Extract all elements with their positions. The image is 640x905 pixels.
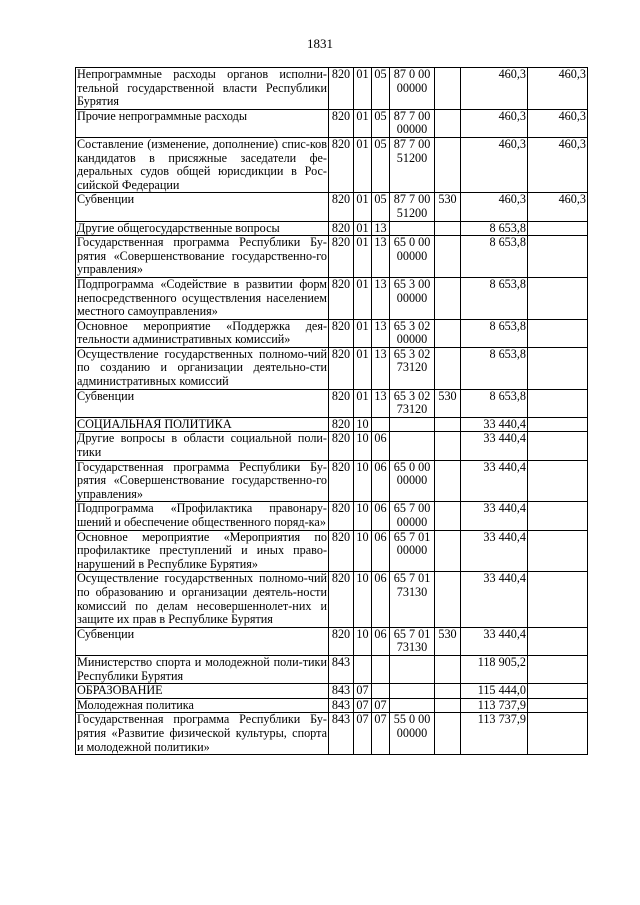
table-row	[76, 417, 588, 432]
row-name: Подпрограмма «Профилактика правонару-шений и обеспечение общественного поряд-ка»	[77, 501, 327, 529]
subsection-code: 07	[372, 713, 390, 755]
target-article-code	[390, 698, 435, 713]
grbs-code: 820	[329, 277, 354, 319]
expense-type-code	[435, 347, 461, 389]
target-article-code: 65 3 02 73120	[390, 347, 435, 389]
row-name: Основное мероприятие «Поддержка дея-тельности административных комиссий»	[77, 319, 327, 347]
grbs-code: 820	[329, 193, 354, 221]
expense-type-code	[435, 572, 461, 627]
row-name: Другие общегосударственные вопросы	[76, 221, 329, 236]
amount-year-1: 118 905,2	[461, 655, 528, 683]
expense-type-code	[435, 713, 461, 755]
section-code	[354, 655, 372, 683]
subsection-code: 13	[372, 319, 390, 347]
amount-year-1: 8 653,8	[461, 347, 528, 389]
amount-year-1: 460,3	[461, 137, 528, 192]
amount-year-1: 115 444,0	[461, 684, 528, 699]
amount-year-2	[528, 684, 588, 699]
target-article-code: 65 3 02 00000	[390, 319, 435, 347]
expense-type-code	[435, 137, 461, 192]
amount-year-2	[528, 389, 588, 417]
section-code: 01	[354, 277, 372, 319]
subsection-code: 05	[372, 68, 390, 110]
subsection-code: 13	[372, 236, 390, 278]
target-article-code	[390, 655, 435, 683]
amount-year-1: 33 440,4	[461, 502, 528, 530]
amount-year-1: 33 440,4	[461, 530, 528, 572]
amount-year-2	[528, 432, 588, 460]
table-row	[76, 277, 588, 319]
section-code: 01	[354, 236, 372, 278]
expense-type-code	[435, 319, 461, 347]
table-row	[76, 684, 588, 699]
row-name: ОБРАЗОВАНИЕ	[76, 684, 329, 699]
amount-year-2	[528, 319, 588, 347]
table-row	[76, 319, 588, 347]
table-row	[76, 236, 588, 278]
budget-table	[75, 67, 588, 755]
amount-year-2	[528, 221, 588, 236]
amount-year-1: 8 653,8	[461, 277, 528, 319]
amount-year-1: 8 653,8	[461, 236, 528, 278]
amount-year-1: 33 440,4	[461, 627, 528, 655]
row-name: Подпрограмма «Содействие в развитии форм непосредственного осуществления населением местного самоуправления»	[77, 277, 327, 319]
target-article-code: 65 0 00 00000	[390, 460, 435, 502]
table-row	[76, 627, 588, 655]
row-name: Государственная программа Республики Бу-рятия «Совершенствование государственно-го управления»	[77, 235, 327, 277]
table-row	[76, 572, 588, 627]
subsection-code: 06	[372, 432, 390, 460]
subsection-code: 07	[372, 698, 390, 713]
amount-year-2	[528, 460, 588, 502]
target-article-code	[390, 432, 435, 460]
grbs-code: 820	[329, 109, 354, 137]
amount-year-1: 460,3	[461, 68, 528, 110]
amount-year-2	[528, 502, 588, 530]
subsection-code: 06	[372, 627, 390, 655]
section-code: 10	[354, 530, 372, 572]
grbs-code: 820	[329, 417, 354, 432]
target-article-code: 87 0 00 00000	[390, 68, 435, 110]
subsection-code	[372, 684, 390, 699]
target-article-code: 65 7 00 00000	[390, 502, 435, 530]
section-code: 07	[354, 698, 372, 713]
section-code: 10	[354, 572, 372, 627]
subsection-code: 05	[372, 137, 390, 192]
table-row	[76, 389, 588, 417]
table-row	[76, 698, 588, 713]
row-name: Субвенции	[76, 389, 329, 417]
table-row	[76, 221, 588, 236]
amount-year-2	[528, 277, 588, 319]
amount-year-1: 33 440,4	[461, 460, 528, 502]
row-name: Субвенции	[76, 627, 329, 655]
section-code: 01	[354, 68, 372, 110]
amount-year-1: 33 440,4	[461, 432, 528, 460]
amount-year-2: 460,3	[528, 137, 588, 192]
section-code: 10	[354, 502, 372, 530]
subsection-code: 13	[372, 277, 390, 319]
expense-type-code	[435, 68, 461, 110]
target-article-code: 65 0 00 00000	[390, 236, 435, 278]
grbs-code: 843	[329, 655, 354, 683]
grbs-code: 820	[329, 572, 354, 627]
subsection-code: 13	[372, 389, 390, 417]
section-code: 01	[354, 137, 372, 192]
target-article-code: 65 7 01 00000	[390, 530, 435, 572]
amount-year-1: 8 653,8	[461, 221, 528, 236]
amount-year-2	[528, 417, 588, 432]
section-code: 07	[354, 713, 372, 755]
expense-type-code	[435, 502, 461, 530]
subsection-code: 06	[372, 460, 390, 502]
expense-type-code	[435, 655, 461, 683]
subsection-code	[372, 655, 390, 683]
subsection-code: 13	[372, 221, 390, 236]
section-code: 10	[354, 460, 372, 502]
page-number: 1831	[307, 36, 333, 51]
subsection-code	[372, 417, 390, 432]
section-code: 01	[354, 221, 372, 236]
expense-type-code	[435, 221, 461, 236]
row-name: Министерство спорта и молодежной поли-тики Республики Бурятия	[77, 655, 327, 683]
target-article-code: 87 7 00 51200	[390, 193, 435, 221]
amount-year-1: 8 653,8	[461, 319, 528, 347]
amount-year-1: 33 440,4	[461, 572, 528, 627]
row-name: Осуществление государственных полномо-чий по образованию и организации деятель-ности комиссий по делам несовершеннолет-них и защите их прав в Республике Бурятия	[77, 571, 327, 627]
section-code: 01	[354, 109, 372, 137]
amount-year-1: 460,3	[461, 109, 528, 137]
grbs-code: 820	[329, 221, 354, 236]
grbs-code: 820	[329, 236, 354, 278]
expense-type-code	[435, 417, 461, 432]
expense-type-code	[435, 277, 461, 319]
table-row	[76, 347, 588, 389]
amount-year-1: 33 440,4	[461, 417, 528, 432]
section-code: 10	[354, 417, 372, 432]
amount-year-2: 460,3	[528, 68, 588, 110]
grbs-code: 820	[329, 68, 354, 110]
target-article-code: 65 7 01 73130	[390, 572, 435, 627]
amount-year-1: 8 653,8	[461, 389, 528, 417]
section-code: 01	[354, 319, 372, 347]
grbs-code: 820	[329, 627, 354, 655]
amount-year-2: 460,3	[528, 193, 588, 221]
grbs-code: 820	[329, 319, 354, 347]
target-article-code	[390, 417, 435, 432]
target-article-code: 55 0 00 00000	[390, 713, 435, 755]
expense-type-code	[435, 109, 461, 137]
amount-year-1: 113 737,9	[461, 698, 528, 713]
subsection-code: 06	[372, 572, 390, 627]
grbs-code: 820	[329, 502, 354, 530]
grbs-code: 843	[329, 698, 354, 713]
section-code: 07	[354, 684, 372, 699]
amount-year-2: 460,3	[528, 109, 588, 137]
amount-year-1: 113 737,9	[461, 713, 528, 755]
row-name: Молодежная политика	[76, 698, 329, 713]
section-code: 01	[354, 347, 372, 389]
target-article-code	[390, 684, 435, 699]
grbs-code: 820	[329, 530, 354, 572]
grbs-code: 843	[329, 684, 354, 699]
expense-type-code	[435, 530, 461, 572]
row-name: Составление (изменение, дополнение) спис-ков кандидатов в присяжные заседатели фе-деральных судов общей юрисдикции в Рос-сийской Федерации	[77, 137, 327, 192]
table-row	[76, 713, 588, 755]
grbs-code: 820	[329, 347, 354, 389]
amount-year-2	[528, 627, 588, 655]
row-name: Основное мероприятие «Мероприятия по профилактике преступлений и иных право-нарушений в Республике Бурятия»	[77, 530, 327, 571]
amount-year-2	[528, 698, 588, 713]
amount-year-2	[528, 713, 588, 755]
amount-year-2	[528, 572, 588, 627]
row-name: Государственная программа Республики Бу-рятия «Развитие физической культуры, спорта и молодежной политики»	[77, 712, 327, 754]
subsection-code: 05	[372, 109, 390, 137]
target-article-code: 87 7 00 51200	[390, 137, 435, 192]
section-code: 10	[354, 627, 372, 655]
table-row	[76, 655, 588, 683]
table-row	[76, 460, 588, 502]
table-row	[76, 530, 588, 572]
section-code: 01	[354, 193, 372, 221]
table-row	[76, 502, 588, 530]
section-code: 01	[354, 389, 372, 417]
table-row	[76, 68, 588, 110]
table-row	[76, 137, 588, 192]
row-name: Субвенции	[76, 193, 329, 221]
table-body	[76, 68, 588, 755]
expense-type-code: 530	[435, 627, 461, 655]
amount-year-2	[528, 236, 588, 278]
row-name: Прочие непрограммные расходы	[76, 109, 329, 137]
subsection-code: 13	[372, 347, 390, 389]
section-code: 10	[354, 432, 372, 460]
row-name: СОЦИАЛЬНАЯ ПОЛИТИКА	[76, 417, 329, 432]
table-row	[76, 432, 588, 460]
target-article-code: 65 7 01 73130	[390, 627, 435, 655]
target-article-code: 65 3 00 00000	[390, 277, 435, 319]
subsection-code: 06	[372, 502, 390, 530]
grbs-code: 820	[329, 460, 354, 502]
table-row	[76, 109, 588, 137]
row-name: Другие вопросы в области социальной поли-тики	[77, 431, 327, 460]
table-row	[76, 193, 588, 221]
subsection-code: 06	[372, 530, 390, 572]
amount-year-1: 460,3	[461, 193, 528, 221]
grbs-code: 820	[329, 389, 354, 417]
amount-year-2	[528, 655, 588, 683]
expense-type-code	[435, 236, 461, 278]
expense-type-code	[435, 698, 461, 713]
grbs-code: 820	[329, 137, 354, 192]
target-article-code: 65 3 02 73120	[390, 389, 435, 417]
amount-year-2	[528, 530, 588, 572]
expense-type-code	[435, 684, 461, 699]
row-name: Государственная программа Республики Бу-рятия «Совершенствование государственно-го управления»	[77, 460, 327, 501]
row-name: Осуществление государственных полномо-чий по созданию и организации деятельно-сти административных комиссий	[77, 347, 327, 389]
expense-type-code	[435, 432, 461, 460]
expense-type-code	[435, 460, 461, 502]
expense-type-code: 530	[435, 389, 461, 417]
target-article-code: 87 7 00 00000	[390, 109, 435, 137]
row-name: Непрограммные расходы органов исполни-тельной государственной власти Республики Бурятия	[77, 67, 327, 109]
expense-type-code: 530	[435, 193, 461, 221]
target-article-code	[390, 221, 435, 236]
amount-year-2	[528, 347, 588, 389]
grbs-code: 820	[329, 432, 354, 460]
grbs-code: 843	[329, 713, 354, 755]
subsection-code: 05	[372, 193, 390, 221]
